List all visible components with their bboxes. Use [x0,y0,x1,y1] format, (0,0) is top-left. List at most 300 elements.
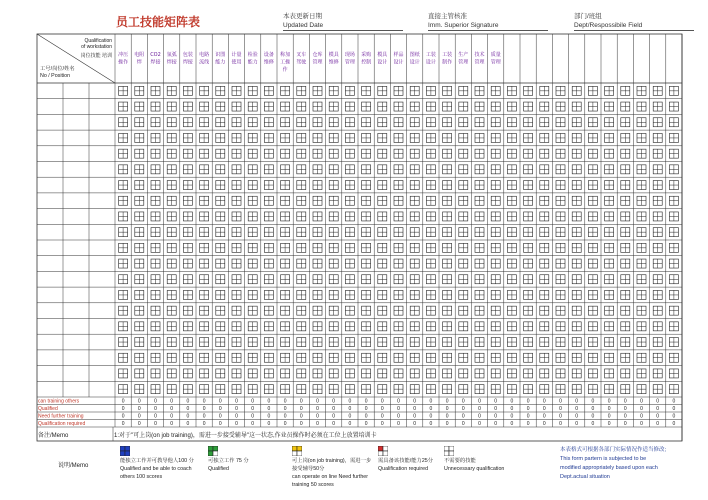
skill-quadrant-icon [135,306,144,315]
summary-value: 0 [607,421,611,428]
skill-quadrant-icon [669,102,678,111]
skill-quadrant-icon [329,353,338,362]
skill-quadrant-icon [443,322,452,331]
skill-quadrant-icon [313,133,322,142]
skill-quadrant-icon [491,275,500,284]
summary-value: 0 [640,421,643,428]
skill-quadrant-icon [572,259,581,268]
skill-quadrant-icon [329,212,338,221]
department-label-cn: 部门/班组 [574,13,602,20]
skill-quadrant-icon [183,212,192,221]
skill-quadrant-icon [426,322,435,331]
skill-quadrant-icon [281,212,290,221]
summary-value: 0 [559,398,562,405]
skill-header: 能力 [215,59,226,66]
skill-quadrant-icon [119,306,128,315]
skill-quadrant-icon [475,149,484,158]
skill-quadrant-icon [119,353,128,362]
skill-quadrant-icon [151,322,160,331]
skill-quadrant-icon [475,243,484,252]
skill-quadrant-icon [588,306,597,315]
skill-quadrant-icon [378,149,387,158]
skill-quadrant-icon [167,306,176,315]
skill-quadrant-icon [281,118,290,127]
skill-quadrant-icon [183,86,192,95]
skill-quadrant-icon [637,385,646,394]
skill-quadrant-icon [216,243,225,252]
skill-quadrant-icon [248,322,257,331]
skill-quadrant-icon [588,275,597,284]
skill-quadrant-icon [151,259,160,268]
skill-quadrant-icon [588,353,597,362]
skill-quadrant-icon [378,118,387,127]
summary-value: 0 [397,413,400,420]
skill-quadrant-icon [345,165,354,174]
skill-quadrant-icon [264,102,273,111]
skill-quadrant-icon [637,275,646,284]
skill-quadrant-icon [362,133,371,142]
skill-quadrant-icon [313,165,322,174]
skill-quadrant-icon [426,243,435,252]
skill-quadrant-icon [540,228,549,237]
skill-quadrant-icon [588,149,597,158]
skill-quadrant-icon [394,353,403,362]
skill-quadrant-icon [507,385,516,394]
skill-quadrant-icon [200,118,209,127]
skill-quadrant-icon [183,228,192,237]
skill-quadrant-icon [572,228,581,237]
skill-quadrant-icon [637,165,646,174]
summary-value: 0 [656,398,660,405]
summary-value: 0 [137,406,141,413]
legend-label-cn: 可上岗(on job training)，需进一步接受辅导50分 [292,458,372,472]
skill-quadrant-icon [232,149,241,158]
skill-quadrant-icon [637,149,646,158]
skill-quadrant-icon [119,338,128,347]
skill-quadrant-icon [362,306,371,315]
skill-header: 工操 [280,59,291,66]
skill-quadrant-icon [248,243,257,252]
skill-quadrant-icon [556,165,565,174]
legend-quadrant-icon [444,446,454,456]
skill-quadrant-icon [410,149,419,158]
skill-quadrant-icon [491,118,500,127]
skill-quadrant-icon [329,322,338,331]
skill-quadrant-icon [216,165,225,174]
skill-quadrant-icon [459,196,468,205]
skill-quadrant-icon [653,86,662,95]
skill-quadrant-icon [135,228,144,237]
summary-value: 0 [494,398,498,405]
summary-value: 0 [526,406,530,413]
summary-value: 0 [591,406,595,413]
skill-quadrant-icon [200,369,209,378]
form-note [560,446,696,482]
skill-quadrant-icon [135,149,144,158]
skill-quadrant-icon [572,102,581,111]
summary-value: 0 [623,413,627,420]
skill-quadrant-icon [524,353,533,362]
summary-value: 0 [170,421,174,428]
skill-quadrant-icon [540,86,549,95]
summary-value: 0 [656,406,660,413]
skill-quadrant-icon [281,353,290,362]
skill-quadrant-icon [167,133,176,142]
skill-quadrant-icon [524,243,533,252]
skill-quadrant-icon [264,259,273,268]
summary-value: 0 [316,413,319,420]
summary-value: 0 [283,413,287,420]
skill-quadrant-icon [540,353,549,362]
skill-quadrant-icon [345,369,354,378]
skill-quadrant-icon [572,243,581,252]
skill-quadrant-icon [653,102,662,111]
skill-quadrant-icon [637,212,646,221]
skill-quadrant-icon [281,369,290,378]
skill-header: 设备 [263,52,274,58]
skill-quadrant-icon [135,243,144,252]
summary-value: 0 [251,421,255,428]
summary-value: 0 [137,398,141,405]
skill-quadrant-icon [443,338,452,347]
skill-quadrant-icon [329,306,338,315]
summary-value: 0 [591,413,595,420]
skill-quadrant-icon [459,290,468,299]
summary-value: 0 [202,406,206,413]
skill-quadrant-icon [426,181,435,190]
skill-quadrant-icon [588,102,597,111]
skill-quadrant-icon [572,353,581,362]
summary-value: 0 [397,398,400,405]
note-en-2: modified appropriately based upon each [560,465,658,471]
skill-quadrant-icon [248,259,257,268]
skill-quadrant-icon [605,181,614,190]
legend-quadrant [297,446,302,451]
skill-quadrant-icon [313,259,322,268]
skill-quadrant-icon [167,338,176,347]
skill-quadrant-icon [410,196,419,205]
skill-quadrant-icon [232,102,241,111]
skill-quadrant-icon [394,306,403,315]
skill-header: 称加 [280,52,291,58]
summary-value: 0 [137,413,141,420]
skill-quadrant-icon [475,181,484,190]
skill-quadrant-icon [183,181,192,190]
page-title: 员工技能矩阵表 [116,15,201,29]
skill-quadrant-icon [637,369,646,378]
skill-quadrant-icon [167,369,176,378]
skill-quadrant-icon [475,353,484,362]
skill-header: 识图 [215,52,226,58]
legend-item [378,446,452,473]
skill-quadrant-icon [119,149,128,158]
skill-header: 冲压 [118,52,129,58]
summary-value: 0 [380,406,384,413]
summary-value: 0 [640,398,643,405]
skill-quadrant-icon [216,86,225,95]
skill-quadrant-icon [151,118,160,127]
skill-quadrant-icon [507,102,516,111]
skill-quadrant-icon [200,306,209,315]
skill-quadrant-icon [281,149,290,158]
skill-quadrant-icon [540,212,549,221]
skill-quadrant-icon [297,165,306,174]
skill-quadrant-icon [443,102,452,111]
summary-value: 0 [413,398,417,405]
skill-quadrant-icon [200,149,209,158]
skill-quadrant-icon [524,118,533,127]
skill-quadrant-icon [637,290,646,299]
skill-quadrant-icon [313,353,322,362]
skill-quadrant-icon [232,353,241,362]
skill-quadrant-icon [572,181,581,190]
summary-value: 0 [283,406,287,413]
summary-value: 0 [154,406,157,413]
summary-value: 0 [380,421,384,428]
skill-quadrant-icon [588,228,597,237]
skill-quadrant-icon [556,275,565,284]
summary-value: 0 [494,406,498,413]
skill-quadrant-icon [183,149,192,158]
corner-qualification-label: Qualification [84,38,112,44]
skill-quadrant-icon [232,369,241,378]
skill-quadrant-icon [151,385,160,394]
skill-quadrant-icon [248,196,257,205]
skill-quadrant-icon [426,385,435,394]
skill-quadrant-icon [297,228,306,237]
skill-quadrant-icon [475,228,484,237]
skill-quadrant-icon [475,118,484,127]
skill-quadrant-icon [459,322,468,331]
skill-quadrant-icon [507,322,516,331]
skill-header: 叉车 [296,52,307,58]
skill-quadrant-icon [475,133,484,142]
skill-quadrant-icon [669,133,678,142]
skill-quadrant-icon [491,181,500,190]
skill-quadrant-icon [524,228,533,237]
skill-quadrant-icon [443,243,452,252]
skill-quadrant-icon [621,369,630,378]
legend-quadrant [444,446,449,451]
skill-quadrant-icon [200,181,209,190]
skill-quadrant-icon [394,165,403,174]
skill-quadrant-icon [669,165,678,174]
summary-value: 0 [170,398,174,405]
summary-value: 0 [478,421,481,428]
skill-quadrant-icon [394,133,403,142]
skill-header: 维修 [328,59,339,66]
skill-quadrant-icon [540,133,549,142]
legend-quadrant-icon [208,446,218,456]
skill-quadrant-icon [183,196,192,205]
skill-quadrant-icon [167,102,176,111]
skill-quadrant-icon [621,118,630,127]
skill-quadrant-icon [572,165,581,174]
skill-quadrant-icon [410,369,419,378]
summary-value: 0 [672,413,676,420]
skill-quadrant-icon [507,133,516,142]
skill-quadrant-icon [605,338,614,347]
skill-quadrant-icon [167,275,176,284]
skill-quadrant-icon [281,290,290,299]
skill-quadrant-icon [151,338,160,347]
summary-value: 0 [348,421,352,428]
skill-quadrant-icon [200,259,209,268]
skill-quadrant-icon [345,338,354,347]
summary-value: 0 [526,421,530,428]
legend-label-cn: 可独立工作 75 分 [208,458,249,464]
skill-quadrant-icon [167,259,176,268]
skill-quadrant-icon [475,290,484,299]
legend-item [120,446,194,481]
skill-quadrant-icon [135,118,144,127]
skill-quadrant-icon [394,243,403,252]
skill-quadrant-icon [232,196,241,205]
skill-quadrant-icon [426,290,435,299]
skill-header: 流线 [199,59,210,66]
legend-label-en: Qualified [208,466,229,472]
skill-quadrant-icon [232,118,241,127]
summary-value: 0 [121,413,125,420]
skill-quadrant-icon [248,275,257,284]
skill-quadrant-icon [588,369,597,378]
skill-quadrant-icon [475,275,484,284]
summary-value: 0 [591,398,595,405]
note-cn: 本表格式可根据各部门实际情况作适当修改; [560,447,667,453]
skill-quadrant-icon [443,133,452,142]
skill-quadrant-icon [151,306,160,315]
skill-quadrant-icon [540,322,549,331]
skill-quadrant-icon [669,385,678,394]
skill-header: 制作 [442,59,453,66]
skill-quadrant-icon [443,369,452,378]
skill-quadrant-icon [669,181,678,190]
skill-quadrant-icon [443,86,452,95]
summary-value: 0 [510,413,514,420]
skill-quadrant-icon [426,353,435,362]
skill-quadrant-icon [637,196,646,205]
skill-quadrant-icon [491,338,500,347]
skill-quadrant-icon [264,212,273,221]
skill-quadrant-icon [572,338,581,347]
skill-quadrant-icon [281,243,290,252]
skill-quadrant-icon [216,228,225,237]
skill-quadrant-icon [167,86,176,95]
skill-quadrant-icon [264,118,273,127]
skill-quadrant-icon [491,290,500,299]
skill-quadrant-icon [362,259,371,268]
skill-quadrant-icon [394,181,403,190]
skill-quadrant-icon [491,243,500,252]
skill-quadrant-icon [345,322,354,331]
skill-header: 控制 [361,59,372,66]
skill-quadrant-icon [475,212,484,221]
summary-row-label: Need further training [38,413,84,420]
skill-quadrant-icon [248,369,257,378]
corner-training-label: 岗位技能 培训 [80,53,112,59]
skill-quadrant-icon [264,275,273,284]
skill-quadrant-icon [588,243,597,252]
skill-quadrant-icon [621,149,630,158]
skill-quadrant-icon [248,149,257,158]
skill-quadrant-icon [475,385,484,394]
skill-quadrant-icon [653,353,662,362]
skill-quadrant-icon [167,243,176,252]
summary-value: 0 [251,406,255,413]
skill-quadrant-icon [200,385,209,394]
skill-quadrant-icon [329,228,338,237]
summary-value: 0 [413,413,417,420]
skill-quadrant-icon [637,338,646,347]
skill-quadrant-icon [653,385,662,394]
skill-quadrant-icon [119,369,128,378]
legend-quadrant [213,451,218,456]
skill-quadrant-icon [345,353,354,362]
skill-header: 管理 [490,59,501,66]
summary-value: 0 [542,413,546,420]
skill-quadrant-icon [216,181,225,190]
skill-quadrant-icon [264,353,273,362]
skill-quadrant-icon [297,212,306,221]
skill-quadrant-icon [507,306,516,315]
summary-value: 0 [332,398,336,405]
legend-label-cn: 需具备该技能/能力25分 [378,458,434,464]
skill-quadrant-icon [605,385,614,394]
skill-quadrant-icon [507,338,516,347]
skill-quadrant-icon [540,149,549,158]
legend-quadrant [378,451,383,456]
legend-quadrant [120,451,125,456]
legend-quadrant [449,446,454,451]
skill-quadrant-icon [507,165,516,174]
legend-quadrant [292,451,297,456]
skill-header: 设计 [393,59,404,66]
summary-value: 0 [607,398,611,405]
skill-quadrant-icon [200,196,209,205]
skill-header: 模具 [328,52,339,58]
corner-position-label: 工号/岗位/姓名 [40,66,75,72]
skill-quadrant-icon [151,369,160,378]
skill-quadrant-icon [281,181,290,190]
skill-quadrant-icon [167,149,176,158]
skill-header: 仓库 [312,52,323,58]
skill-quadrant-icon [669,275,678,284]
skill-quadrant-icon [588,385,597,394]
skill-quadrant-icon [362,228,371,237]
skill-quadrant-icon [491,322,500,331]
skill-quadrant-icon [507,353,516,362]
skill-quadrant-icon [540,306,549,315]
skill-quadrant-icon [264,228,273,237]
skill-quadrant-icon [426,102,435,111]
skill-quadrant-icon [329,118,338,127]
skill-quadrant-icon [524,181,533,190]
legend-quadrant [213,446,218,451]
department-label-en: Dept/Respossibile Field [574,21,694,31]
skill-quadrant-icon [605,196,614,205]
skill-quadrant-icon [410,181,419,190]
skill-quadrant-icon [410,306,419,315]
skill-quadrant-icon [669,86,678,95]
skill-quadrant-icon [362,165,371,174]
note-en-1: This form partern is subjected to be [560,456,647,462]
summary-value: 0 [380,398,384,405]
skill-header: 驾驶 [296,59,307,66]
skill-header: 管理 [474,59,485,66]
summary-value: 0 [510,398,514,405]
skill-quadrant-icon [605,243,614,252]
skill-quadrant-icon [297,353,306,362]
